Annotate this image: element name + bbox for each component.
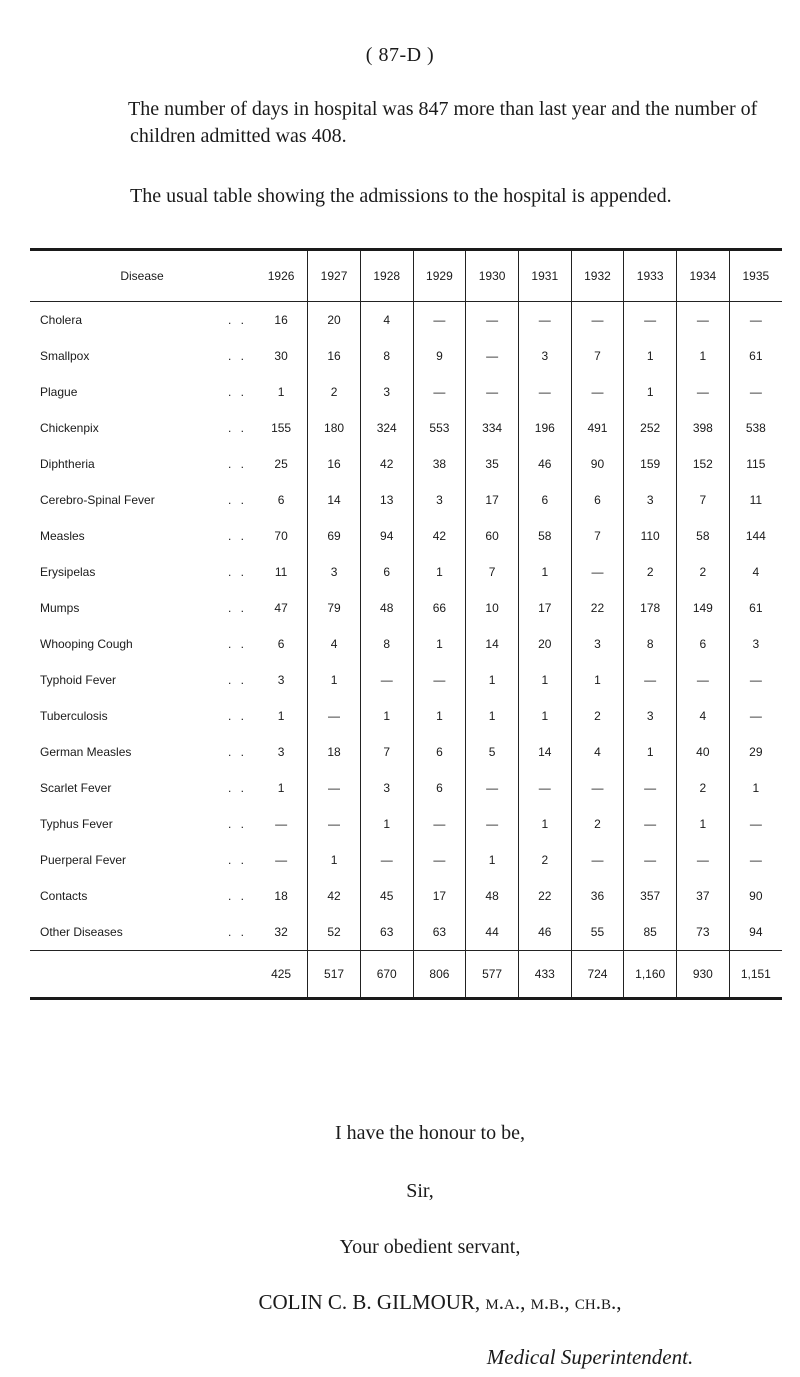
disease-name-cell bbox=[30, 734, 255, 770]
value-cell: 7 bbox=[677, 482, 730, 518]
value-cell: — bbox=[360, 842, 413, 878]
value-cell: 66 bbox=[413, 590, 466, 626]
value-cell: — bbox=[518, 302, 571, 339]
value-cell: 58 bbox=[677, 518, 730, 554]
dot-leader: . . bbox=[227, 853, 247, 867]
admissions-grid bbox=[30, 251, 782, 997]
table-row bbox=[30, 410, 782, 446]
dot-leader: . . bbox=[227, 817, 247, 831]
value-cell: 1 bbox=[624, 734, 677, 770]
value-cell: 30 bbox=[274, 349, 288, 363]
disease-name-cell bbox=[30, 878, 255, 914]
value-cell: 3 bbox=[277, 745, 285, 759]
value-cell: 6 bbox=[413, 734, 466, 770]
disease-name: German Measles bbox=[40, 745, 132, 759]
value-cell: 25 bbox=[274, 457, 288, 471]
value-cell: 2 bbox=[308, 374, 361, 410]
value-cell: 17 bbox=[518, 590, 571, 626]
value-cell: 1 bbox=[277, 781, 285, 795]
value-cell: 6 bbox=[277, 637, 285, 651]
value-cell: 94 bbox=[729, 914, 782, 951]
value-cell: — bbox=[571, 554, 624, 590]
admissions-table bbox=[30, 248, 782, 1000]
value-cell: 3 bbox=[624, 698, 677, 734]
value-cell: 398 bbox=[677, 410, 730, 446]
value-cell: 85 bbox=[624, 914, 677, 951]
value-cell: 73 bbox=[677, 914, 730, 951]
value-cell: 4 bbox=[360, 302, 413, 339]
disease-name-cell bbox=[30, 302, 255, 339]
total-cell: 1,151 bbox=[729, 951, 782, 998]
value-cell: 8 bbox=[624, 626, 677, 662]
dot-leader: . . bbox=[227, 637, 247, 651]
value-cell: 3 bbox=[277, 673, 285, 687]
value-cell: 69 bbox=[308, 518, 361, 554]
value-cell: 42 bbox=[308, 878, 361, 914]
closing-servant: Your obedient servant, bbox=[339, 1236, 521, 1258]
disease-name-cell bbox=[30, 482, 255, 518]
value-cell: 38 bbox=[413, 446, 466, 482]
disease-name: Scarlet Fever bbox=[40, 781, 112, 795]
header-year: 1935 bbox=[729, 251, 782, 302]
value-cell: 538 bbox=[729, 410, 782, 446]
value-cell: — bbox=[677, 662, 730, 698]
value-cell: — bbox=[624, 770, 677, 806]
value-cell: 1 bbox=[360, 698, 413, 734]
total-cell: 1,160 bbox=[624, 951, 677, 998]
totals-label-cell bbox=[30, 951, 255, 998]
table-row bbox=[30, 626, 782, 662]
total-cell: 577 bbox=[466, 951, 519, 998]
value-cell: 35 bbox=[466, 446, 519, 482]
value-cell: 1 bbox=[466, 698, 519, 734]
table-row bbox=[30, 338, 782, 374]
value-cell: — bbox=[466, 374, 519, 410]
value-cell: 7 bbox=[466, 554, 519, 590]
value-cell: 79 bbox=[308, 590, 361, 626]
disease-name: Other Diseases bbox=[40, 925, 123, 939]
disease-name: Tuberculosis bbox=[40, 709, 108, 723]
value-cell: 6 bbox=[360, 554, 413, 590]
value-cell: — bbox=[729, 302, 782, 339]
disease-name: Diphtheria bbox=[40, 457, 95, 471]
value-cell: 196 bbox=[518, 410, 571, 446]
value-cell: 40 bbox=[677, 734, 730, 770]
value-cell: 60 bbox=[466, 518, 519, 554]
table-body bbox=[30, 302, 782, 951]
value-cell: 3 bbox=[308, 554, 361, 590]
paragraph-hospital-days: The number of days in hospital was 847 more than last year and the number of children admitted was 408. bbox=[128, 98, 758, 147]
value-cell: — bbox=[571, 302, 624, 339]
value-cell: — bbox=[413, 374, 466, 410]
table-row bbox=[30, 446, 782, 482]
dot-leader: . . bbox=[227, 673, 247, 687]
disease-name: Erysipelas bbox=[40, 565, 96, 579]
header-year: 1932 bbox=[571, 251, 624, 302]
disease-name: Measles bbox=[40, 529, 85, 543]
dot-leader: . . bbox=[227, 421, 247, 435]
dot-leader: . . bbox=[227, 601, 247, 615]
dot-leader: . . bbox=[227, 385, 247, 399]
disease-name-cell bbox=[30, 662, 255, 698]
value-cell: — bbox=[360, 662, 413, 698]
value-cell: 47 bbox=[274, 601, 288, 615]
value-cell: 63 bbox=[360, 914, 413, 951]
value-cell: 252 bbox=[624, 410, 677, 446]
value-cell: 44 bbox=[466, 914, 519, 951]
value-cell: — bbox=[677, 842, 730, 878]
value-cell: 2 bbox=[518, 842, 571, 878]
closing-honour: I have the honour to be, bbox=[335, 1122, 525, 1144]
value-cell: 1 bbox=[277, 709, 285, 723]
value-cell: 178 bbox=[624, 590, 677, 626]
value-cell: 52 bbox=[308, 914, 361, 951]
value-cell: — bbox=[466, 302, 519, 339]
total-cell: 930 bbox=[677, 951, 730, 998]
value-cell: — bbox=[729, 842, 782, 878]
header-year: 1927 bbox=[308, 251, 361, 302]
value-cell: 1 bbox=[360, 806, 413, 842]
dot-leader: . . bbox=[227, 565, 247, 579]
value-cell: 9 bbox=[413, 338, 466, 374]
disease-name-cell bbox=[30, 446, 255, 482]
value-cell: — bbox=[308, 806, 361, 842]
value-cell: 4 bbox=[677, 698, 730, 734]
header-year: 1934 bbox=[677, 251, 730, 302]
value-cell: 1 bbox=[677, 806, 730, 842]
value-cell: 155 bbox=[271, 421, 292, 435]
value-cell: 1 bbox=[677, 338, 730, 374]
value-cell: 37 bbox=[677, 878, 730, 914]
value-cell: 3 bbox=[360, 374, 413, 410]
value-cell: 6 bbox=[413, 770, 466, 806]
disease-name-cell bbox=[30, 374, 255, 410]
signature-title: Medical Superintendent. bbox=[486, 1345, 694, 1369]
value-cell: 4 bbox=[308, 626, 361, 662]
value-cell: 1 bbox=[413, 554, 466, 590]
value-cell: — bbox=[413, 806, 466, 842]
value-cell: 20 bbox=[518, 626, 571, 662]
value-cell: 48 bbox=[466, 878, 519, 914]
value-cell: — bbox=[413, 842, 466, 878]
total-cell: 425 bbox=[255, 951, 308, 998]
value-cell: 10 bbox=[466, 590, 519, 626]
dot-leader: . . bbox=[227, 925, 247, 939]
value-cell: 1 bbox=[624, 338, 677, 374]
disease-name-cell bbox=[30, 338, 255, 374]
value-cell: 2 bbox=[677, 554, 730, 590]
table-row bbox=[30, 518, 782, 554]
value-cell: — bbox=[413, 662, 466, 698]
value-cell: 61 bbox=[729, 338, 782, 374]
total-cell: 517 bbox=[308, 951, 361, 998]
value-cell: — bbox=[729, 806, 782, 842]
value-cell: 18 bbox=[308, 734, 361, 770]
disease-name: Smallpox bbox=[40, 349, 90, 363]
dot-leader: . . bbox=[227, 457, 247, 471]
value-cell: — bbox=[729, 662, 782, 698]
value-cell: — bbox=[571, 770, 624, 806]
value-cell: 1 bbox=[518, 698, 571, 734]
value-cell: 357 bbox=[624, 878, 677, 914]
dot-leader: . . bbox=[227, 313, 247, 327]
header-disease: Disease bbox=[30, 251, 255, 302]
value-cell: 491 bbox=[571, 410, 624, 446]
value-cell: 110 bbox=[624, 518, 677, 554]
value-cell: 42 bbox=[360, 446, 413, 482]
value-cell: 11 bbox=[274, 565, 288, 579]
value-cell: 1 bbox=[413, 698, 466, 734]
value-cell: 2 bbox=[677, 770, 730, 806]
value-cell: 1 bbox=[518, 806, 571, 842]
value-cell: 13 bbox=[360, 482, 413, 518]
value-cell: 4 bbox=[729, 554, 782, 590]
value-cell: 17 bbox=[466, 482, 519, 518]
value-cell: 90 bbox=[571, 446, 624, 482]
value-cell: — bbox=[624, 842, 677, 878]
value-cell: 58 bbox=[518, 518, 571, 554]
disease-name-cell bbox=[30, 410, 255, 446]
table-row bbox=[30, 482, 782, 518]
value-cell: 16 bbox=[274, 313, 288, 327]
page-number: ( 87-D ) bbox=[365, 44, 435, 66]
header-year: 1931 bbox=[518, 251, 571, 302]
value-cell: — bbox=[275, 853, 288, 867]
header-year: 1930 bbox=[466, 251, 519, 302]
disease-name: Whooping Cough bbox=[40, 637, 133, 651]
value-cell: 2 bbox=[624, 554, 677, 590]
dot-leader: . . bbox=[227, 781, 247, 795]
value-cell: 1 bbox=[571, 662, 624, 698]
value-cell: 553 bbox=[413, 410, 466, 446]
header-year: 1926 bbox=[255, 251, 308, 302]
value-cell: 3 bbox=[624, 482, 677, 518]
disease-name: Puerperal Fever bbox=[40, 853, 127, 867]
value-cell: — bbox=[466, 338, 519, 374]
value-cell: — bbox=[571, 842, 624, 878]
value-cell: 1 bbox=[518, 554, 571, 590]
value-cell: — bbox=[677, 374, 730, 410]
value-cell: 63 bbox=[413, 914, 466, 951]
value-cell: 14 bbox=[466, 626, 519, 662]
value-cell: 149 bbox=[677, 590, 730, 626]
value-cell: 16 bbox=[308, 338, 361, 374]
dot-leader: . . bbox=[227, 493, 247, 507]
table-row bbox=[30, 590, 782, 626]
totals-row bbox=[30, 951, 782, 998]
table-row bbox=[30, 878, 782, 914]
disease-name-cell bbox=[30, 770, 255, 806]
value-cell: 90 bbox=[729, 878, 782, 914]
value-cell: — bbox=[677, 302, 730, 339]
value-cell: — bbox=[624, 662, 677, 698]
value-cell: — bbox=[308, 698, 361, 734]
value-cell: 55 bbox=[571, 914, 624, 951]
value-cell: — bbox=[571, 374, 624, 410]
disease-name-cell bbox=[30, 590, 255, 626]
value-cell: 18 bbox=[274, 889, 288, 903]
value-cell: 14 bbox=[308, 482, 361, 518]
value-cell: — bbox=[518, 374, 571, 410]
value-cell: 1 bbox=[413, 626, 466, 662]
dot-leader: . . bbox=[227, 709, 247, 723]
value-cell: 115 bbox=[729, 446, 782, 482]
value-cell: 32 bbox=[274, 925, 288, 939]
value-cell: 61 bbox=[729, 590, 782, 626]
table-row bbox=[30, 914, 782, 951]
header-year: 1929 bbox=[413, 251, 466, 302]
value-cell: — bbox=[624, 302, 677, 339]
value-cell: 3 bbox=[360, 770, 413, 806]
paragraph-table-intro: The usual table showing the admissions to the hospital is appended. bbox=[130, 185, 672, 207]
disease-name: Plague bbox=[40, 385, 78, 399]
value-cell: 17 bbox=[413, 878, 466, 914]
disease-name-cell bbox=[30, 914, 255, 951]
disease-name: Chickenpix bbox=[40, 421, 99, 435]
value-cell: — bbox=[466, 770, 519, 806]
value-cell: 6 bbox=[277, 493, 285, 507]
disease-name: Contacts bbox=[40, 889, 88, 903]
value-cell: 6 bbox=[677, 626, 730, 662]
dot-leader: . . bbox=[227, 349, 247, 363]
value-cell: 8 bbox=[360, 338, 413, 374]
value-cell: 7 bbox=[360, 734, 413, 770]
value-cell: 1 bbox=[518, 662, 571, 698]
value-cell: 3 bbox=[729, 626, 782, 662]
value-cell: 144 bbox=[729, 518, 782, 554]
value-cell: — bbox=[729, 698, 782, 734]
value-cell: 36 bbox=[571, 878, 624, 914]
value-cell: — bbox=[466, 806, 519, 842]
value-cell: 70 bbox=[274, 529, 288, 543]
value-cell: 1 bbox=[466, 662, 519, 698]
value-cell: 22 bbox=[518, 878, 571, 914]
value-cell: 152 bbox=[677, 446, 730, 482]
disease-name: Cholera bbox=[40, 313, 83, 327]
value-cell: 94 bbox=[360, 518, 413, 554]
value-cell: 46 bbox=[518, 446, 571, 482]
value-cell: 2 bbox=[571, 806, 624, 842]
value-cell: 22 bbox=[571, 590, 624, 626]
value-cell: 46 bbox=[518, 914, 571, 951]
disease-name-cell bbox=[30, 626, 255, 662]
header-year: 1933 bbox=[624, 251, 677, 302]
value-cell: 6 bbox=[518, 482, 571, 518]
value-cell: 4 bbox=[571, 734, 624, 770]
disease-name-cell bbox=[30, 518, 255, 554]
signature-degrees: m.a., m.b., ch.b., bbox=[485, 1290, 622, 1314]
value-cell: 42 bbox=[413, 518, 466, 554]
table-row bbox=[30, 662, 782, 698]
table-header-row bbox=[30, 251, 782, 302]
value-cell: — bbox=[275, 817, 288, 831]
disease-name-cell bbox=[30, 698, 255, 734]
value-cell: 3 bbox=[518, 338, 571, 374]
disease-name: Cerebro-Spinal Fever bbox=[40, 493, 155, 507]
value-cell: 14 bbox=[518, 734, 571, 770]
signature-line bbox=[40, 1290, 800, 1315]
table-row bbox=[30, 698, 782, 734]
value-cell: — bbox=[729, 374, 782, 410]
table-row bbox=[30, 806, 782, 842]
value-cell: 1 bbox=[308, 842, 361, 878]
value-cell: 16 bbox=[308, 446, 361, 482]
total-cell: 806 bbox=[413, 951, 466, 998]
value-cell: 48 bbox=[360, 590, 413, 626]
value-cell: 45 bbox=[360, 878, 413, 914]
value-cell: — bbox=[413, 302, 466, 339]
value-cell: 6 bbox=[571, 482, 624, 518]
disease-name: Mumps bbox=[40, 601, 80, 615]
value-cell: 7 bbox=[571, 518, 624, 554]
disease-name-cell bbox=[30, 554, 255, 590]
value-cell: 7 bbox=[571, 338, 624, 374]
disease-name-cell bbox=[30, 842, 255, 878]
table-row bbox=[30, 302, 782, 339]
table-bottom-rule bbox=[30, 997, 782, 1000]
value-cell: 1 bbox=[624, 374, 677, 410]
value-cell: 11 bbox=[729, 482, 782, 518]
dot-leader: . . bbox=[227, 529, 247, 543]
value-cell: 8 bbox=[360, 626, 413, 662]
value-cell: 2 bbox=[571, 698, 624, 734]
value-cell: 159 bbox=[624, 446, 677, 482]
value-cell: — bbox=[518, 770, 571, 806]
value-cell: 29 bbox=[729, 734, 782, 770]
value-cell: 1 bbox=[277, 385, 285, 399]
dot-leader: . . bbox=[227, 745, 247, 759]
value-cell: 324 bbox=[360, 410, 413, 446]
signature-name: COLIN C. B. GILMOUR, bbox=[258, 1290, 481, 1314]
table-row bbox=[30, 554, 782, 590]
table-row bbox=[30, 770, 782, 806]
value-cell: 1 bbox=[729, 770, 782, 806]
disease-name-cell bbox=[30, 806, 255, 842]
value-cell: 180 bbox=[308, 410, 361, 446]
table-row bbox=[30, 734, 782, 770]
value-cell: 1 bbox=[466, 842, 519, 878]
header-year: 1928 bbox=[360, 251, 413, 302]
value-cell: — bbox=[308, 770, 361, 806]
total-cell: 433 bbox=[518, 951, 571, 998]
total-cell: 670 bbox=[360, 951, 413, 998]
closing-salutation: Sir, bbox=[406, 1180, 434, 1202]
disease-name: Typhoid Fever bbox=[40, 673, 117, 687]
table-row bbox=[30, 842, 782, 878]
disease-name: Typhus Fever bbox=[40, 817, 113, 831]
total-cell: 724 bbox=[571, 951, 624, 998]
value-cell: 5 bbox=[466, 734, 519, 770]
value-cell: 20 bbox=[308, 302, 361, 339]
value-cell: 3 bbox=[571, 626, 624, 662]
value-cell: 3 bbox=[413, 482, 466, 518]
dot-leader: . . bbox=[227, 889, 247, 903]
value-cell: 334 bbox=[466, 410, 519, 446]
value-cell: 1 bbox=[308, 662, 361, 698]
value-cell: — bbox=[624, 806, 677, 842]
table-row bbox=[30, 374, 782, 410]
